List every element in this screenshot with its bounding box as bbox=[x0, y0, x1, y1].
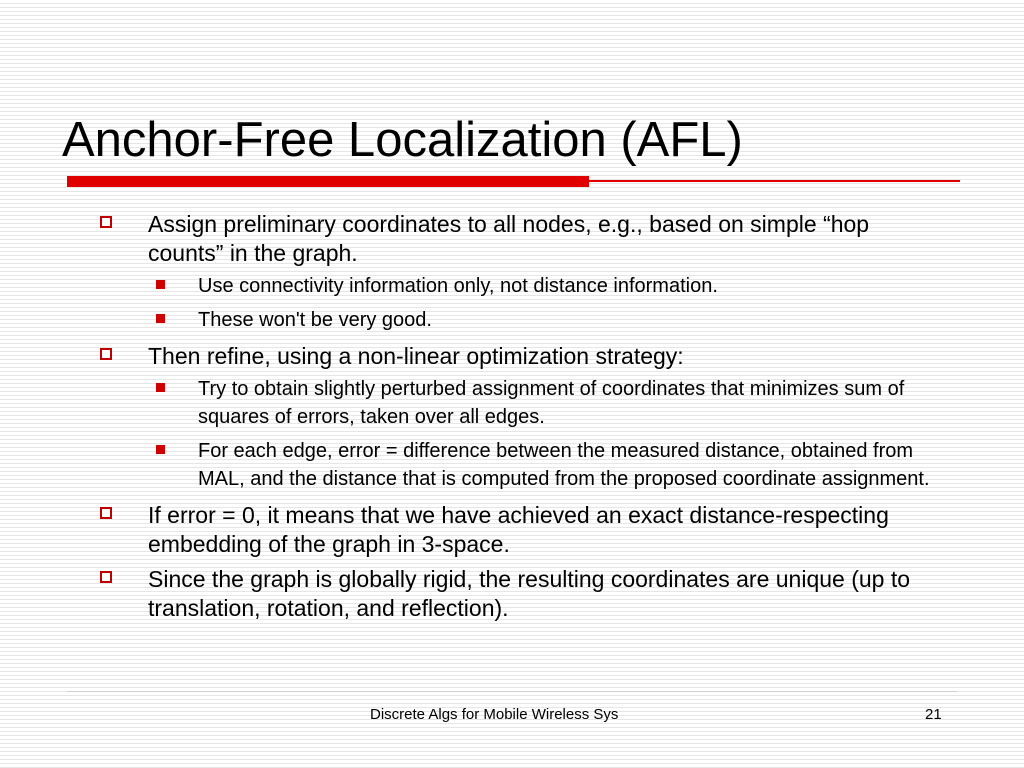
title-underline-thick bbox=[67, 176, 589, 187]
filled-square-bullet-icon bbox=[156, 314, 165, 323]
footer-text: Discrete Algs for Mobile Wireless Sys bbox=[370, 706, 619, 723]
bullet-item bbox=[100, 501, 940, 559]
filled-square-bullet-icon bbox=[156, 280, 165, 289]
bullet-item bbox=[100, 565, 940, 623]
hollow-square-bullet-icon bbox=[100, 507, 112, 519]
sub-bullet-text: Try to obtain slightly perturbed assignment of coordinates that minimizes sum of squares of errors, taken over all edges. bbox=[198, 378, 905, 428]
sub-bullet-item bbox=[100, 375, 940, 431]
bullet-text: If error = 0, it means that we have achieved an exact distance-respecting embedding of the graph in 3-space. bbox=[148, 502, 889, 557]
sub-bullet-group bbox=[100, 272, 940, 334]
bullet-item bbox=[100, 210, 940, 268]
filled-square-bullet-icon bbox=[156, 445, 165, 454]
filled-square-bullet-icon bbox=[156, 383, 165, 392]
hollow-square-bullet-icon bbox=[100, 571, 112, 583]
footer-divider bbox=[67, 691, 957, 692]
sub-bullet-item bbox=[100, 437, 940, 493]
bullet-text: Since the graph is globally rigid, the resulting coordinates are unique (up to translation, rotation, and reflection). bbox=[148, 566, 911, 621]
sub-bullet-text: For each edge, error = difference between the measured distance, obtained from MAL, and the distance that is computed from the proposed coordinate assignment. bbox=[198, 440, 930, 490]
bullet-text: Then refine, using a non-linear optimization strategy: bbox=[148, 343, 684, 369]
bullet-list bbox=[100, 210, 940, 629]
bullet-item bbox=[100, 342, 940, 371]
title-underline-thin bbox=[589, 180, 960, 182]
hollow-square-bullet-icon bbox=[100, 348, 112, 360]
sub-bullet-item bbox=[100, 306, 940, 334]
page-number: 21 bbox=[925, 706, 942, 723]
sub-bullet-group bbox=[100, 375, 940, 493]
slide-title: Anchor-Free Localization (AFL) bbox=[62, 113, 743, 167]
hollow-square-bullet-icon bbox=[100, 216, 112, 228]
sub-bullet-text: These won't be very good. bbox=[198, 309, 432, 331]
sub-bullet-text: Use connectivity information only, not distance information. bbox=[198, 275, 718, 297]
sub-bullet-item bbox=[100, 272, 940, 300]
bullet-text: Assign preliminary coordinates to all nodes, e.g., based on simple “hop counts” in the graph. bbox=[148, 211, 870, 266]
